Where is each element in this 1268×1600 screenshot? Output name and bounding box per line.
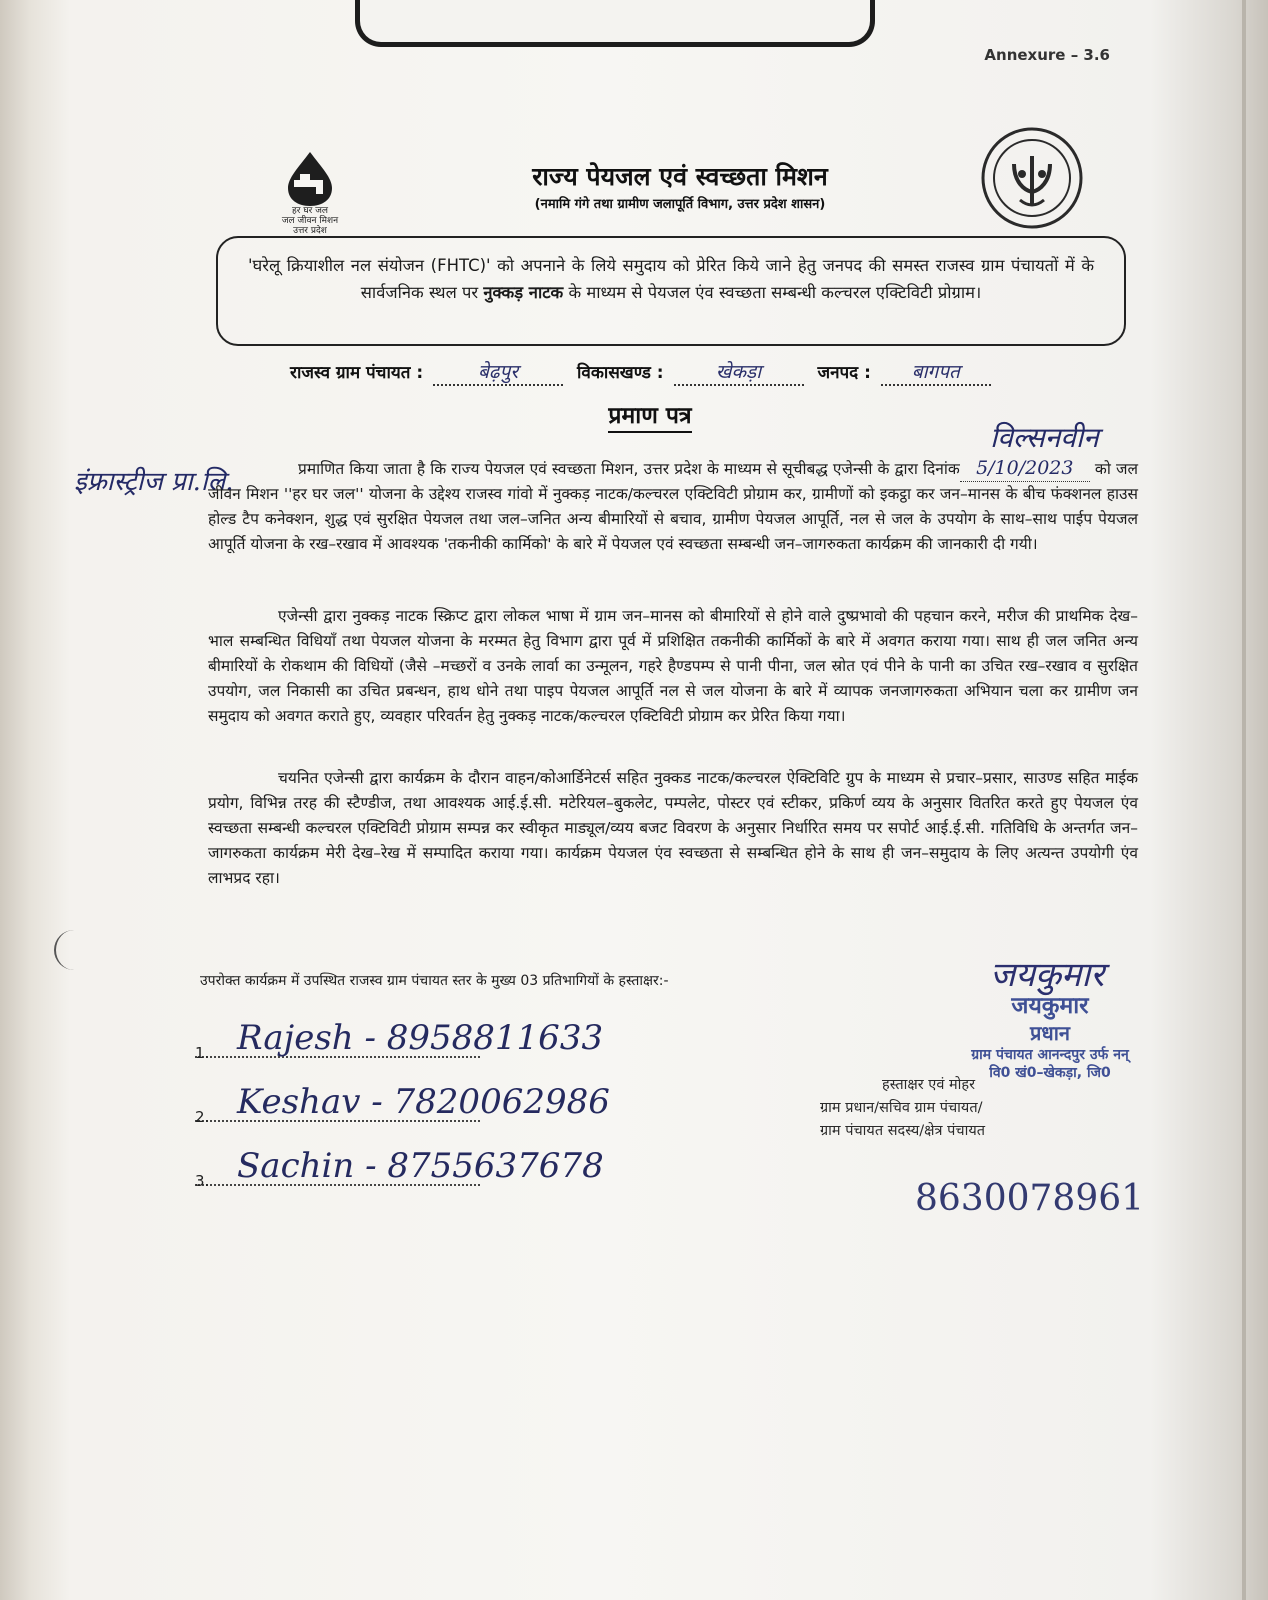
stamp-line-2: वि0 खं0–खेकड़ा, जि0 — [989, 1065, 1111, 1081]
document-header — [450, 160, 910, 216]
participant-signature-line — [195, 1146, 604, 1190]
program-date-handwritten: 5/10/2023 — [960, 456, 1090, 482]
program-text-2: के माध्यम से पेयजल एंव स्वच्छता सम्बन्धी कल्चरल एक्टिविटी प्रोग्राम। — [563, 283, 982, 302]
participant-signature: Rajesh - 8958811633 — [237, 1018, 604, 1058]
jal-jeevan-mission-logo — [262, 150, 358, 236]
stamp-mark — [54, 930, 76, 970]
mission-title: राज्य पेयजल एवं स्वच्छता मिशन — [532, 162, 828, 191]
stamp-line-1: ग्राम पंचायत आनन्दपुर उर्फ नन् — [971, 1047, 1129, 1063]
participant-number: 2. — [195, 1108, 210, 1126]
paragraph-1 — [208, 456, 1138, 557]
pradhan-stamp — [900, 992, 1200, 1082]
gram-panchayat-value: बेढ़पुर — [433, 358, 563, 386]
janpad-value: बागपत — [881, 358, 991, 386]
paragraph-2: एजेन्सी द्वारा नुक्कड़ नाटक स्क्रिप्ट द्वारा लोकल भाषा में ग्राम जन–मानस को बीमारियों से होने वाले दुष्प्रभावो की पहचान करने, मरीज की प्राथमिक देख–भाल सम्बन्धित विधियाँ तथा पेयजल योजना के मरम्मत हेतु विभाग द्वारा पूर्व में प्रशिक्षित तकनीकी कार्मिकों के बारे में अवगत कराया गया। साथ ही जल जनित अन्य बीमारियों के रोकथाम की विधियों (जैसे –मच्छरों व उनके लार्वा का उन्मूलन, गहरे हैण्डपम्प से पानी पीना, जल स्रोत एवं पीने के पानी का उचित रख–रखाव व सुरक्षित उपयोग, जल निकासी का उचित प्रबन्धन, हाथ धोने तथा पाइप पेयजल आपूर्ति नल से जल योजना के बारे में व्यापक जनजागरुकता अभियान चला कर ग्रामीण जन समुदाय को अवगत कराते हुए, व्यवहार परिवर्तन हेतु नुक्कड़ नाटक/कल्चरल एक्टिविटी प्रोग्राम कर प्रेरित किया गया। — [208, 607, 1138, 725]
certificate-title: प्रमाण पत्र — [560, 398, 740, 430]
vikaskhand-label: विकासखण्ड : — [577, 363, 664, 383]
sign-label-3: ग्राम पंचायत सदस्य/क्षेत्र पंचायत — [820, 1123, 986, 1139]
program-text-1: 'घरेलू क्रियाशील नल संयोजन (FHTC)' को अपनाने के लिये समुदाय को प्रेरित किये जाने हेतु जनपद की समस्त राजस्व ग्राम पंचायतों में के सार्वजनिक स्थल पर — [248, 256, 1094, 302]
sign-label-2: ग्राम प्रधान/सचिव ग्राम पंचायत/ — [820, 1100, 983, 1116]
paragraph-3: चयनित एजेन्सी द्वारा कार्यक्रम के दौरान वाहन/कोआर्डिनेटर्स सहित नुक्कड नाटक/कल्चरल ऐक्टिविटि ग्रुप के माध्यम से प्रचार–प्रसार, साउण्ड सहित माईक प्रयोग, विभिन्न तरह की स्टैण्डीज, तथा आवश्यक आई.ई.सी. मटेरियल–बुकलेट, पम्पलेट, पोस्टर एवं स्टीकर, प्रकिर्ण व्यय के अनुसार वितरित करते हुए पेयजल एंव स्वच्छता सम्बन्धी कल्चरल एक्टिविटी प्रोग्राम सम्पन्न कर स्वीकृत माड्यूल/व्यय बजट विवरण के अनुसार निर्धारित समय पर सपोर्ट आई.ई.सी. गतिविधि के अन्तर्गत जन–जागरुकता कार्यक्रम मेरी देख–रेख में सम्पादित कराया गया। कार्यक्रम पेयजल एंव स्वच्छता से सम्बन्धित होने के साथ ही जन–समुदाय के लिए अत्यन्त उपयोगी एंव लाभप्रद रहा। — [208, 769, 1138, 887]
annexure-label: Annexure – 3.6 — [984, 46, 1110, 64]
sign-label-1: हस्ताक्षर एवं मोहर — [882, 1077, 976, 1093]
location-fields — [290, 358, 1110, 386]
program-text-bold: नुक्कड़ नाटक — [483, 283, 564, 302]
program-description-box — [216, 236, 1126, 346]
stamp-name: जयकुमार — [1011, 993, 1089, 1019]
gram-panchayat-label: राजस्व ग्राम पंचायत : — [290, 363, 424, 383]
up-government-seal-icon — [980, 126, 1084, 230]
file-clip — [355, 0, 875, 47]
pradhan-phone-handwritten: 8630078961 — [915, 1178, 1145, 1219]
water-drop-tap-icon — [280, 150, 340, 206]
paper-stack-edge — [1242, 0, 1246, 1600]
mission-subtitle: (नमामि गंगे तथा ग्रामीण जलापूर्ति विभाग, उत्तर प्रदेश शासन) — [534, 197, 826, 212]
participant-signature-line — [195, 1018, 604, 1062]
participants-intro: उपरोक्त कार्यक्रम में उपस्थित राजस्व ग्राम पंचायत स्तर के मुख्य 03 प्रतिभागियों के हस्ताक्षर:- — [200, 973, 669, 989]
logo-line-2: जल जीवन मिशन — [281, 216, 339, 226]
pradhan-signature: जयकुमार — [990, 955, 1105, 995]
agency-suffix-handwritten: इंफ्रास्ट्रीज प्रा.लि. — [74, 467, 234, 497]
participant-signature: Sachin - 8755637678 — [237, 1146, 604, 1186]
logo-line-3: उत्तर प्रदेश — [293, 226, 327, 236]
vikaskhand-value: खेकड़ा — [674, 358, 804, 386]
agency-name-handwritten: विल्सनवीन — [990, 421, 1099, 454]
participant-number: 1. — [195, 1044, 210, 1062]
logo-line-1: हर घर जल — [292, 206, 328, 216]
paragraph-1-part-a: प्रमाणित किया जाता है कि राज्य पेयजल एवं स्वच्छता मिशन, उत्तर प्रदेश के माध्यम से सूचीबद्ध एजेन्सी के द्वारा दिनांक — [298, 460, 960, 478]
signatory-labels — [820, 1074, 1110, 1143]
janpad-label: जनपद : — [817, 363, 871, 383]
participant-signature: Keshav - 7820062986 — [237, 1082, 610, 1122]
stamp-role: प्रधान — [1030, 1021, 1070, 1045]
participant-number: 3. — [195, 1172, 210, 1190]
participant-signature-line — [195, 1082, 610, 1126]
paragraph-1-part-b: को जल जीवन मिशन ''हर घर जल'' योजना के उद्देश्य राजस्व गांवो में नुक्कड़ नाटक/कल्चरल एक्टिविटी प्रोग्राम कर, ग्रामीणों को इकट्ठा कर जन–मानस के बीच फंक्शनल हाउस होल्ड टैप कनेक्शन, शुद्ध एवं सुरक्षित पेयजल तथा जल–जनित अन्य बीमारियों से बचाव, ग्रामीण पेयजल आपूर्ति, नल से जल के उपयोग के साथ–साथ पाईप पेयजल आपूर्ति योजना के रख–रखाव में आवश्यक 'तकनीकी कार्मिको' के बारे में पेयजल एवं स्वच्छता सम्बन्धी जन–जागरुकता कार्यक्रम की जानकारी दी गयी। — [208, 460, 1138, 553]
